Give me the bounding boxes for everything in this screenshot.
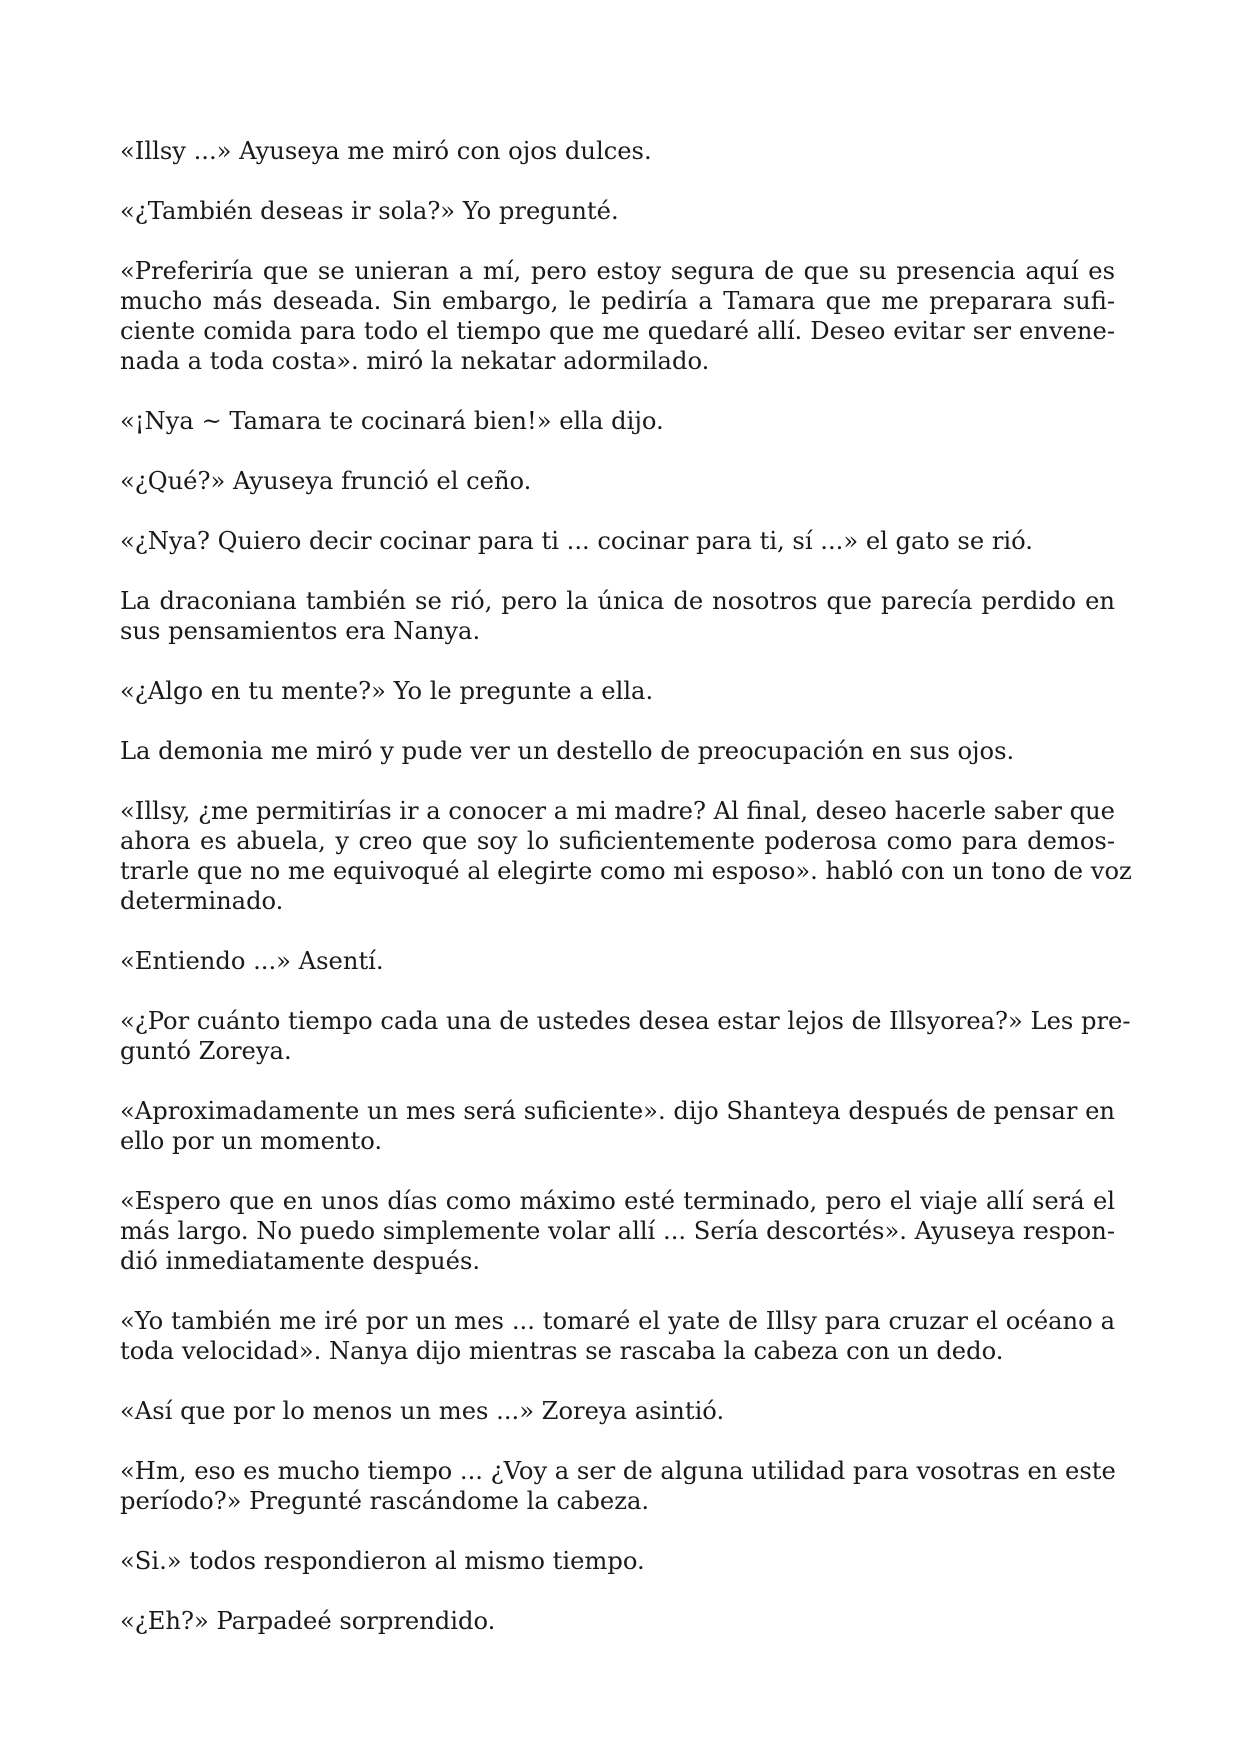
- paragraph: [120, 256, 1115, 376]
- text-line: más largo. No puedo simplemente volar allí ... Sería descortés». Ayuseya respon-: [120, 1217, 1115, 1245]
- text-line: «¿Por cuánto tiempo cada una de ustedes desea estar lejos de Illsyorea?» Les pre-: [120, 1007, 1131, 1035]
- paragraph: [120, 466, 1115, 496]
- paragraph: [120, 406, 1115, 436]
- text-line: «Preferiría que se unieran a mí, pero estoy segura de que su presencia aquí es: [120, 257, 1115, 285]
- text-line: ahora es abuela, y creo que soy lo suficientemente poderosa como para demos-: [120, 827, 1115, 855]
- paragraph: [120, 736, 1115, 766]
- text-line: mucho más deseada. Sin embargo, le pediría a Tamara que me preparara sufi-: [120, 287, 1115, 315]
- text-line: trarle que no me equivoqué al elegirte como mi esposo». habló con un tono de voz: [120, 857, 1132, 885]
- text-line: «Aproximadamente un mes será suficiente». dijo Shanteya después de pensar en: [120, 1097, 1115, 1125]
- paragraph: [120, 1186, 1115, 1276]
- text-line: «Illsy ...» Ayuseya me miró con ojos dulces.: [120, 137, 652, 165]
- text-line: ciente comida para todo el tiempo que me quedaré allí. Deseo evitar ser envene-: [120, 317, 1115, 345]
- text-line: «Hm, eso es mucho tiempo ... ¿Voy a ser de alguna utilidad para vosotras en este: [120, 1457, 1116, 1485]
- text-line: «¿Qué?» Ayuseya frunció el ceño.: [120, 467, 532, 495]
- document-page: [120, 136, 1132, 1666]
- text-line: «Si.» todos respondieron al mismo tiempo.: [120, 1547, 645, 1575]
- text-line: nada a toda costa». miró la nekatar adormilado.: [120, 347, 710, 375]
- paragraph: [120, 586, 1115, 646]
- text-line: La demonia me miró y pude ver un destello de preocupación en sus ojos.: [120, 737, 1015, 765]
- text-line: determinado.: [120, 887, 284, 915]
- text-line: «Illsy, ¿me permitirías ir a conocer a mi madre? Al final, deseo hacerle saber que: [120, 797, 1115, 825]
- text-line: «¿Algo en tu mente?» Yo le pregunte a ella.: [120, 677, 654, 705]
- paragraph: [120, 1006, 1131, 1066]
- paragraph: [120, 1456, 1115, 1516]
- text-line: guntó Zoreya.: [120, 1037, 292, 1065]
- paragraph: [120, 1606, 1115, 1636]
- paragraph: [120, 136, 1115, 166]
- text-line: toda velocidad». Nanya dijo mientras se rascaba la cabeza con un dedo.: [120, 1337, 1004, 1365]
- text-line: «¿Eh?» Parpadeé sorprendido.: [120, 1607, 496, 1635]
- paragraph: [120, 796, 1132, 916]
- paragraph: [120, 676, 1115, 706]
- text-line: ello por un momento.: [120, 1127, 383, 1155]
- text-line: «Espero que en unos días como máximo esté terminado, pero el viaje allí será el: [120, 1187, 1115, 1215]
- text-line: «Así que por lo menos un mes ...» Zoreya asintió.: [120, 1397, 725, 1425]
- text-line: «¡Nya ~ Tamara te cocinará bien!» ella dijo.: [120, 407, 664, 435]
- text-line: sus pensamientos era Nanya.: [120, 617, 481, 645]
- paragraph: [120, 946, 1115, 976]
- paragraph: [120, 196, 1115, 226]
- paragraph: [120, 1546, 1115, 1576]
- text-line: dió inmediatamente después.: [120, 1247, 481, 1275]
- text-line: «Entiendo ...» Asentí.: [120, 947, 384, 975]
- text-line: «Yo también me iré por un mes ... tomaré el yate de Illsy para cruzar el océano a: [120, 1307, 1115, 1335]
- paragraph: [120, 526, 1115, 556]
- paragraph: [120, 1396, 1115, 1426]
- text-line: «¿Nya? Quiero decir cocinar para ti ... cocinar para ti, sí ...» el gato se rió.: [120, 527, 1033, 555]
- paragraph: [120, 1096, 1115, 1156]
- paragraph: [120, 1306, 1115, 1366]
- text-line: «¿También deseas ir sola?» Yo pregunté.: [120, 197, 619, 225]
- text-line: período?» Pregunté rascándome la cabeza.: [120, 1487, 650, 1515]
- text-line: La draconiana también se rió, pero la única de nosotros que parecía perdido en: [120, 587, 1115, 615]
